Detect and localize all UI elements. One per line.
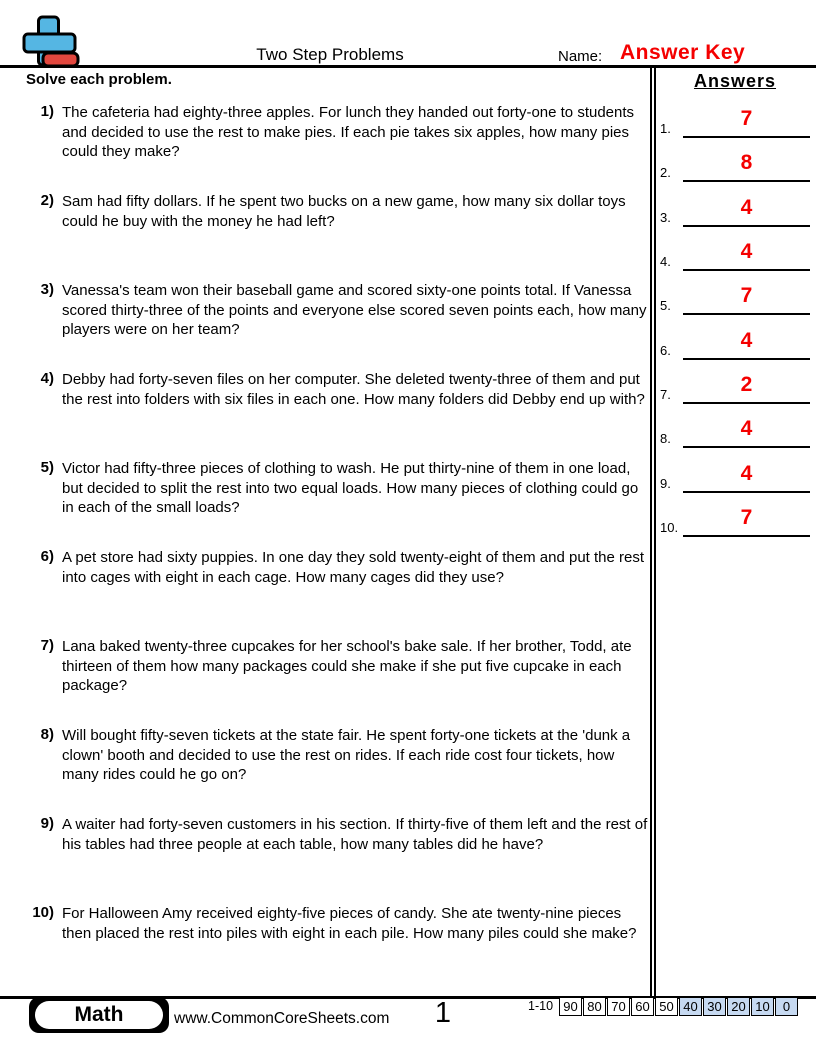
answer-number: 2. [660,165,671,180]
problem-number: 8) [40,726,54,743]
answer-number: 4. [660,254,671,269]
answer-row [656,366,812,404]
answer-value: 4 [683,237,810,271]
problem-item [22,192,648,231]
page-number: 1 [434,997,452,1029]
answer-value: 7 [683,104,810,138]
score-table [528,997,799,1016]
problem-text: Victor had fifty-three pieces of clothing to wash. He put thirty-nine of them in one load, but decided to split the rest into two equal loads. How many pieces of clothing could go in each of the small loads? [62,460,639,516]
problem-text: Debby had forty-seven files on her computer. She deleted twenty-three of them and put the rest into folders with six files in each one. How many folders did Debby end up with? [62,371,645,408]
problem-item [22,904,648,943]
score-cells [559,997,799,1016]
score-cell: 80 [583,997,606,1016]
problem-number: 3) [40,281,54,298]
answer-number: 1. [660,121,671,136]
problem-item [22,815,648,854]
problem-text: Vanessa's team won their baseball game and scored sixty-one points total. If Vanessa scored thirty-three of the points and everyone else scored seven points each, how many players were on her team? [62,282,647,338]
problem-text: For Halloween Amy received eighty-five pieces of candy. She ate twenty-nine pieces then placed the rest into piles with eight in each pile. How many piles could she make? [62,905,637,942]
answer-value: 2 [683,370,810,404]
answer-number: 7. [660,387,671,402]
answer-value: 8 [683,148,810,182]
score-cell: 30 [703,997,726,1016]
subject-badge [29,997,169,1033]
answer-number: 8. [660,431,671,446]
answer-value: 4 [683,326,810,360]
answer-row [656,144,812,182]
subject-badge-label: Math [35,1001,163,1029]
score-cell: 90 [559,997,582,1016]
problem-number: 9) [40,815,54,832]
answer-value: 4 [683,414,810,448]
answer-row [656,322,812,360]
problem-item [22,637,648,696]
answer-value: 7 [683,281,810,315]
score-range-label: 1-10 [528,999,554,1013]
problem-text: Will bought fifty-seven tickets at the state fair. He spent forty-one tickets at the 'dunk a clown' booth and decided to use the rest on rides. If each ride cost four tickets, how many rides could he go on? [62,727,631,783]
score-cell: 70 [607,997,630,1016]
answer-value: 7 [683,503,810,537]
answer-number: 5. [660,298,671,313]
problem-item [22,281,648,340]
answer-number: 6. [660,343,671,358]
answer-row [656,410,812,448]
problem-number: 1) [40,103,54,120]
problem-number: 7) [40,637,54,654]
problem-item [22,103,648,162]
answer-number: 9. [660,476,671,491]
problem-item [22,370,648,409]
score-cell: 60 [631,997,654,1016]
problem-number: 10) [32,904,54,921]
score-cell: 0 [775,997,798,1016]
problem-number: 2) [40,192,54,209]
answer-row [656,277,812,315]
problem-text: Sam had fifty dollars. If he spent two bucks on a new game, how many six dollar toys could he buy with the money he had left? [62,193,626,230]
problem-number: 5) [40,459,54,476]
answer-row [656,499,812,537]
problem-item [22,459,648,518]
name-value-answer-key: Answer Key [620,41,746,64]
worksheet-title: Two Step Problems [256,45,404,64]
score-cell: 40 [679,997,702,1016]
problem-item [22,726,648,785]
name-label: Name: [558,48,603,65]
problem-text: A waiter had forty-seven customers in his section. If thirty-five of them left and the rest of his tables had three people at each table, how many tables did he have? [62,816,648,853]
answer-value: 4 [683,459,810,493]
answer-row [656,233,812,271]
problem-item [22,548,648,587]
answers-heading: Answers [693,71,777,91]
score-cell: 20 [727,997,750,1016]
answer-number: 3. [660,210,671,225]
answer-row [656,189,812,227]
problem-text: The cafeteria had eighty-three apples. For lunch they handed out forty-one to students and decided to use the rest to make pies. If each pie takes six apples, how many pies could they make? [62,104,635,160]
answer-row [656,455,812,493]
answer-row [656,100,812,138]
problem-number: 4) [40,370,54,387]
instructions-text: Solve each problem. [26,71,172,88]
problem-text: Lana baked twenty-three cupcakes for her school's bake sale. If her brother, Todd, ate thirteen of them how many packages could she make if she put five cupcake in each package? [62,638,632,694]
problem-text: A pet store had sixty puppies. In one day they sold twenty-eight of them and put the rest into cages with eight in each cage. How many cages did they use? [62,549,645,586]
score-cell: 10 [751,997,774,1016]
answer-number: 10. [660,520,679,535]
problem-number: 6) [40,548,54,565]
score-cell: 50 [655,997,678,1016]
answer-value: 4 [683,193,810,227]
website-url: www.CommonCoreSheets.com [174,1010,390,1027]
